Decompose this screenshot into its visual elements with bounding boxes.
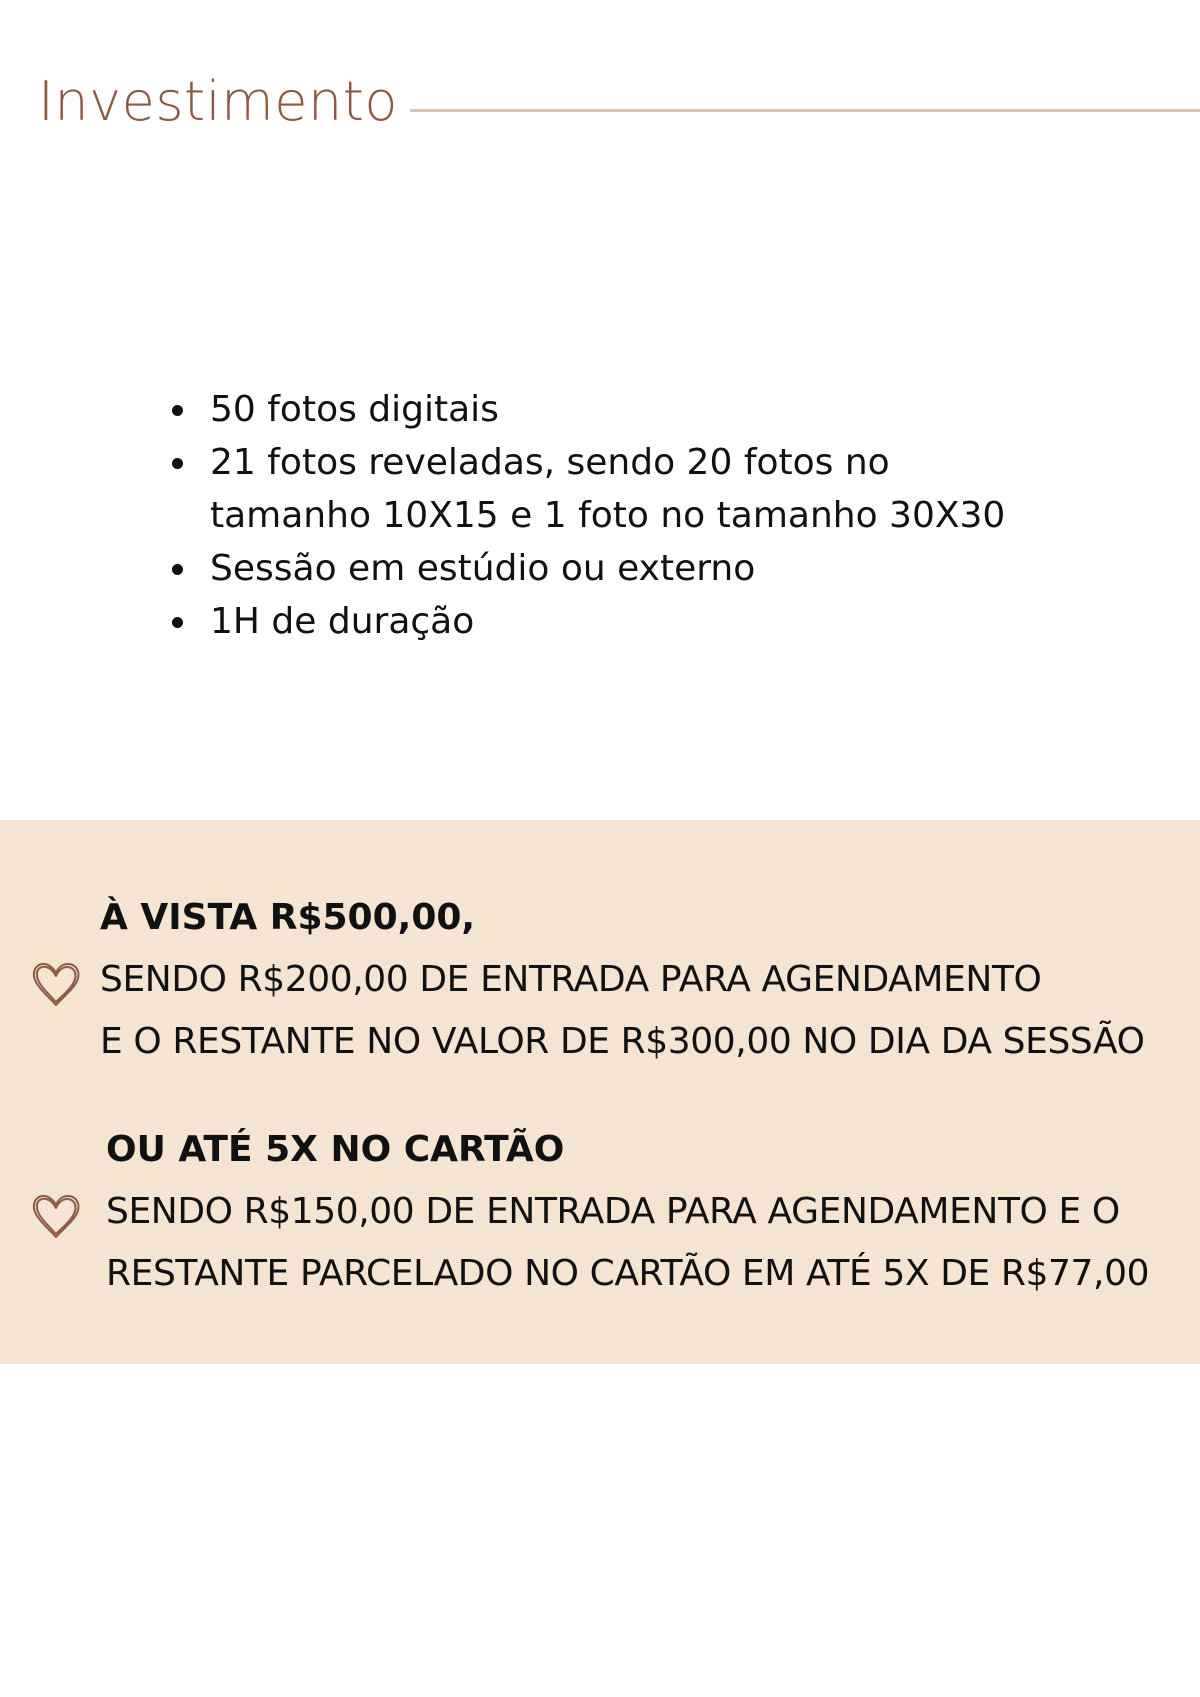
heart-icon bbox=[30, 958, 82, 1010]
page-title: Investimento bbox=[38, 70, 398, 133]
list-item: Sessão em estúdio ou externo bbox=[168, 542, 1028, 595]
pricing-section bbox=[0, 820, 1200, 1364]
card-installments-text: RESTANTE PARCELADO NO CARTÃO EM ATÉ 5X DE R$77,00 bbox=[106, 1253, 1150, 1294]
cash-price-heading: À VISTA R$500,00, bbox=[100, 897, 476, 938]
list-item: 50 fotos digitais bbox=[168, 383, 1028, 436]
card-deposit-text: SENDO R$150,00 DE ENTRADA PARA AGENDAMENTO E O bbox=[106, 1191, 1120, 1232]
list-item: 1H de duração bbox=[168, 595, 1028, 648]
card-price-heading: OU ATÉ 5X NO CARTÃO bbox=[106, 1129, 565, 1170]
features-list bbox=[168, 383, 1028, 648]
title-divider bbox=[410, 109, 1200, 112]
cash-deposit-text: SENDO R$200,00 DE ENTRADA PARA AGENDAMENTO bbox=[100, 959, 1042, 1000]
cash-balance-text: E O RESTANTE NO VALOR DE R$300,00 NO DIA DA SESSÃO bbox=[100, 1021, 1145, 1062]
heart-icon bbox=[30, 1190, 82, 1242]
page-header bbox=[38, 62, 1200, 152]
list-item: 21 fotos reveladas, sendo 20 fotos no tamanho 10X15 e 1 foto no tamanho 30X30 bbox=[168, 436, 1028, 542]
